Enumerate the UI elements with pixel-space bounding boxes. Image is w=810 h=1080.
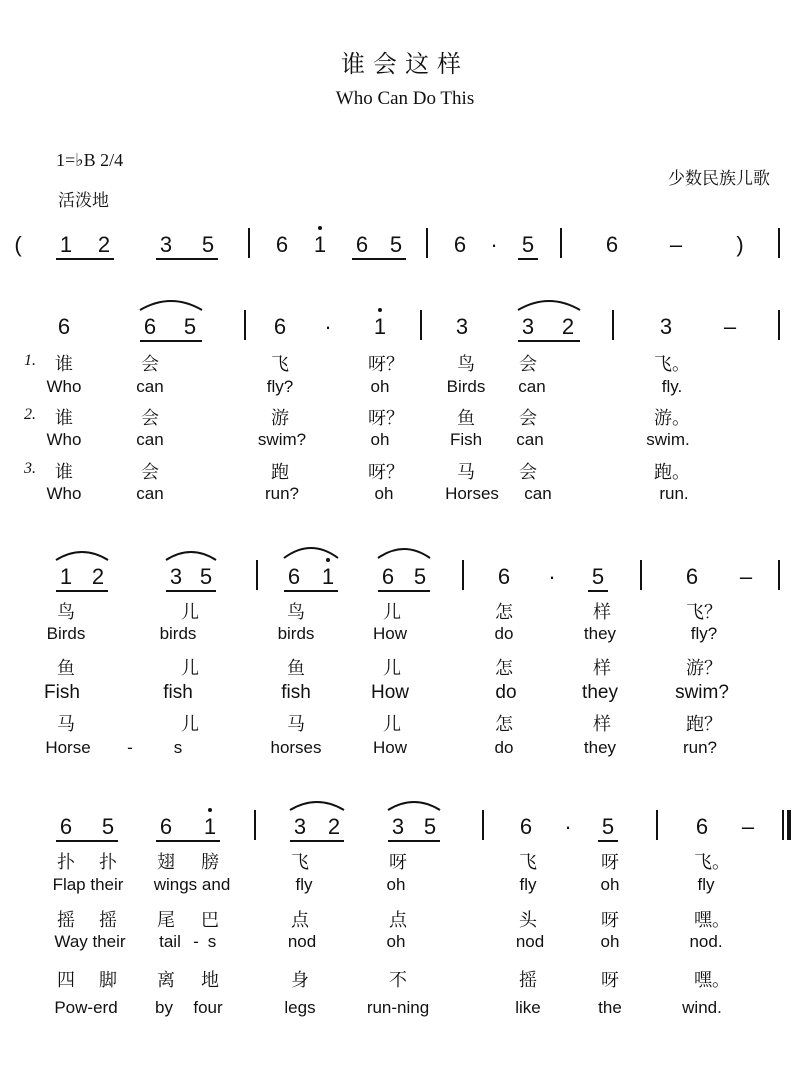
lyric-en: fly (295, 875, 313, 894)
song-title-chinese: 谁会这样 (341, 50, 469, 78)
lyric-en: they (582, 682, 618, 703)
lyric-en: Way their (54, 932, 126, 951)
note: 3 (293, 814, 307, 839)
lyric: 呀 (601, 910, 619, 931)
slur (284, 548, 338, 558)
lyric: 游。 (654, 408, 690, 429)
lyric-en: nod (515, 932, 545, 951)
lyric: 样 (593, 658, 611, 679)
note: 5 (101, 814, 115, 839)
note: 2 (327, 814, 341, 839)
lyric-en: fly (697, 875, 715, 894)
note: 1 (373, 314, 387, 339)
note: 5 (389, 232, 403, 257)
note: 5 (183, 314, 197, 339)
lyric-en: - (127, 738, 133, 757)
lyric: 呀 (601, 852, 619, 873)
note: 6 (59, 814, 73, 839)
lyric-en: fish (281, 682, 311, 703)
lyric-en: can (136, 484, 164, 503)
lyric: 四 (57, 970, 75, 991)
lyric-en: Fish (449, 430, 483, 449)
dot: · (324, 314, 332, 339)
lyric-en: How (372, 624, 408, 643)
song-source: 少数民族儿歌 (668, 169, 770, 189)
lyric-en: nod. (689, 932, 723, 951)
lyric-en: nod (287, 932, 317, 951)
lyric: 谁 (55, 462, 73, 483)
lyric: 扑 (57, 852, 75, 873)
lyric: 嘿。 (694, 970, 730, 991)
dash: – (723, 314, 737, 339)
lyric: 儿 (181, 658, 199, 679)
dot: · (548, 564, 556, 589)
lyric-en: four (193, 998, 223, 1017)
lyric-en: birds (159, 624, 197, 643)
lyric-en: run-ning (366, 998, 430, 1017)
lyric-en: legs (284, 998, 316, 1017)
lyric: 呀？ (368, 462, 404, 483)
lyric: 飞 (271, 354, 289, 375)
lyric: 扑 (99, 852, 117, 873)
lyric: 飞。 (694, 852, 730, 873)
lyric-en: Flap their (52, 875, 124, 894)
lyric: 会 (519, 462, 537, 483)
note: 6 (143, 314, 157, 339)
verse-number: 1. (24, 352, 36, 369)
lyric-en: do (494, 738, 514, 757)
note: 3 (391, 814, 405, 839)
lyric-en: Horses (445, 484, 499, 503)
lyric-en: s (207, 932, 217, 951)
lyric-en: wings and (153, 875, 231, 894)
lyric: 鱼 (57, 658, 75, 679)
note: 6 (275, 232, 289, 257)
lyric: 游？ (686, 658, 722, 679)
lyric-en: do (495, 682, 517, 703)
note: 2 (561, 314, 575, 339)
lyric-en: - (193, 932, 199, 951)
lyric-en: Pow-erd (54, 998, 118, 1017)
lyric-en: tail (159, 932, 181, 951)
note: 3 (521, 314, 535, 339)
note: 6 (381, 564, 395, 589)
dash: – (741, 814, 755, 839)
lyric: 马 (457, 462, 475, 483)
lyric: 鸟 (57, 602, 75, 623)
lyric-en: run? (682, 738, 718, 757)
lyric-en: like (515, 998, 541, 1017)
lyric-en: can (136, 430, 164, 449)
slur (166, 552, 216, 560)
lyric: 鸟 (287, 602, 305, 623)
lyric-en: Who (46, 377, 82, 396)
lyric: 会 (519, 408, 537, 429)
intro-close-paren: ) (736, 232, 744, 257)
lyric: 会 (519, 354, 537, 375)
lyric-en: can (518, 377, 546, 396)
lyric: 脚 (99, 970, 117, 991)
lyric-en: fly? (690, 624, 718, 643)
lyric-en: swim. (646, 430, 690, 449)
note: 5 (521, 232, 535, 257)
lyric-en: oh (374, 484, 394, 503)
note: 2 (97, 232, 111, 257)
lyric-en: oh (370, 377, 390, 396)
slur (388, 802, 440, 810)
lyric-en: birds (277, 624, 315, 643)
lyric-en: Who (46, 430, 82, 449)
lyric: 会 (141, 408, 159, 429)
note: 6 (355, 232, 369, 257)
note: 3 (455, 314, 469, 339)
lyric-en: Who (46, 484, 82, 503)
lyric: 飞。 (654, 354, 690, 375)
slur (140, 301, 202, 310)
note: 5 (423, 814, 437, 839)
lyric: 怎 (495, 602, 513, 623)
lyric: 跑。 (654, 462, 690, 483)
note: 6 (57, 314, 71, 339)
note: 5 (201, 232, 215, 257)
lyric: 马 (287, 714, 305, 735)
note: 6 (685, 564, 699, 589)
lyric-en: fly? (266, 377, 294, 396)
slur (518, 301, 580, 310)
lyric: 摇 (99, 910, 117, 931)
lyric-en: oh (386, 932, 406, 951)
lyric: 头 (519, 910, 537, 931)
note: 6 (159, 814, 173, 839)
lyric: 点 (389, 910, 407, 931)
lyric-en: s (173, 738, 183, 757)
lyric: 怎 (495, 714, 513, 735)
tempo-marking: 活泼地 (58, 191, 109, 211)
lyric-en: run. (659, 484, 689, 503)
lyric: 儿 (383, 658, 401, 679)
lyric: 呀？ (368, 408, 404, 429)
lyric-en: can (524, 484, 552, 503)
lyric: 样 (593, 602, 611, 623)
lyric: 摇 (519, 970, 537, 991)
song-title-english: Who Can Do This (335, 88, 475, 109)
lyric: 地 (201, 970, 219, 991)
lyric-en: oh (600, 932, 620, 951)
note: 5 (591, 564, 605, 589)
lyric: 点 (291, 910, 309, 931)
lyric: 飞？ (686, 602, 722, 623)
note: 3 (159, 232, 173, 257)
lyric: 飞 (519, 852, 537, 873)
note: 5 (413, 564, 427, 589)
lyric: 呀 (601, 970, 619, 991)
lyric-en: they (583, 624, 617, 643)
dot: · (490, 232, 498, 257)
lyric-en: the (598, 998, 622, 1017)
lyric-en: Birds (446, 377, 486, 396)
verse-number: 3. (24, 460, 36, 477)
lyric-en: can (136, 377, 164, 396)
lyric: 嘿。 (694, 910, 730, 931)
dot: · (564, 814, 572, 839)
slur (378, 549, 430, 558)
lyric: 不 (389, 970, 407, 991)
lyric-en: oh (600, 875, 620, 894)
note: 3 (659, 314, 673, 339)
lyric-en: wind. (682, 998, 722, 1017)
lyric: 身 (291, 970, 309, 991)
lyric-en: horses (270, 738, 322, 757)
lyric-en: fly. (661, 377, 683, 396)
lyric-en: swim? (257, 430, 307, 449)
note: 1 (313, 232, 327, 257)
dash: – (739, 564, 753, 589)
lyric-en: How (372, 738, 408, 757)
lyric: 马 (57, 714, 75, 735)
key-signature: 1=♭B 2/4 (56, 150, 124, 170)
lyric: 膀 (201, 852, 219, 873)
note: 6 (287, 564, 301, 589)
slur (290, 802, 344, 810)
lyric-en: Horse (45, 738, 91, 757)
lyric: 会 (141, 354, 159, 375)
lyric-en: oh (386, 875, 406, 894)
lyric: 离 (157, 970, 175, 991)
lyric: 谁 (55, 354, 73, 375)
note: 6 (605, 232, 619, 257)
lyric-en: How (370, 682, 410, 703)
lyric: 翅 (157, 852, 175, 873)
lyric: 巴 (201, 910, 219, 931)
note: 6 (497, 564, 511, 589)
lyric-en: run? (264, 484, 300, 503)
lyric-en: can (516, 430, 544, 449)
lyric-en: swim? (675, 682, 729, 703)
lyric: 游 (271, 408, 289, 429)
lyric-en: do (494, 624, 514, 643)
lyric: 尾 (157, 910, 175, 931)
lyric: 飞 (291, 852, 309, 873)
lyric: 儿 (181, 602, 199, 623)
note: 5 (199, 564, 213, 589)
lyric: 鱼 (287, 658, 305, 679)
dash: – (669, 232, 683, 257)
lyric: 谁 (55, 408, 73, 429)
note: 6 (519, 814, 533, 839)
lyric-en: they (583, 738, 617, 757)
note: 1 (59, 232, 73, 257)
lyric-en: fish (163, 682, 193, 703)
lyric: 跑 (271, 462, 289, 483)
slur (56, 552, 108, 560)
lyric: 儿 (181, 714, 199, 735)
verse-number: 2. (24, 406, 36, 423)
lyric: 儿 (383, 602, 401, 623)
note: 1 (203, 814, 217, 839)
note: 6 (453, 232, 467, 257)
note: 1 (321, 564, 335, 589)
lyric: 会 (141, 462, 159, 483)
lyric-en: by (155, 998, 173, 1017)
lyric-en: Fish (44, 682, 80, 703)
lyric: 鱼 (457, 408, 475, 429)
lyric: 跑？ (686, 714, 722, 735)
lyric: 样 (593, 714, 611, 735)
note: 6 (273, 314, 287, 339)
lyric-en: oh (370, 430, 390, 449)
note: 1 (59, 564, 73, 589)
lyric: 呀 (389, 852, 407, 873)
note: 5 (601, 814, 615, 839)
lyric: 鸟 (457, 354, 475, 375)
intro-open-paren: ( (14, 232, 22, 257)
lyric: 呀？ (368, 354, 404, 375)
note: 3 (169, 564, 183, 589)
lyric: 怎 (495, 658, 513, 679)
lyric: 儿 (383, 714, 401, 735)
note: 6 (695, 814, 709, 839)
lyric-en: fly (519, 875, 537, 894)
lyric-en: Birds (46, 624, 86, 643)
note: 2 (91, 564, 105, 589)
lyric: 摇 (57, 910, 75, 931)
